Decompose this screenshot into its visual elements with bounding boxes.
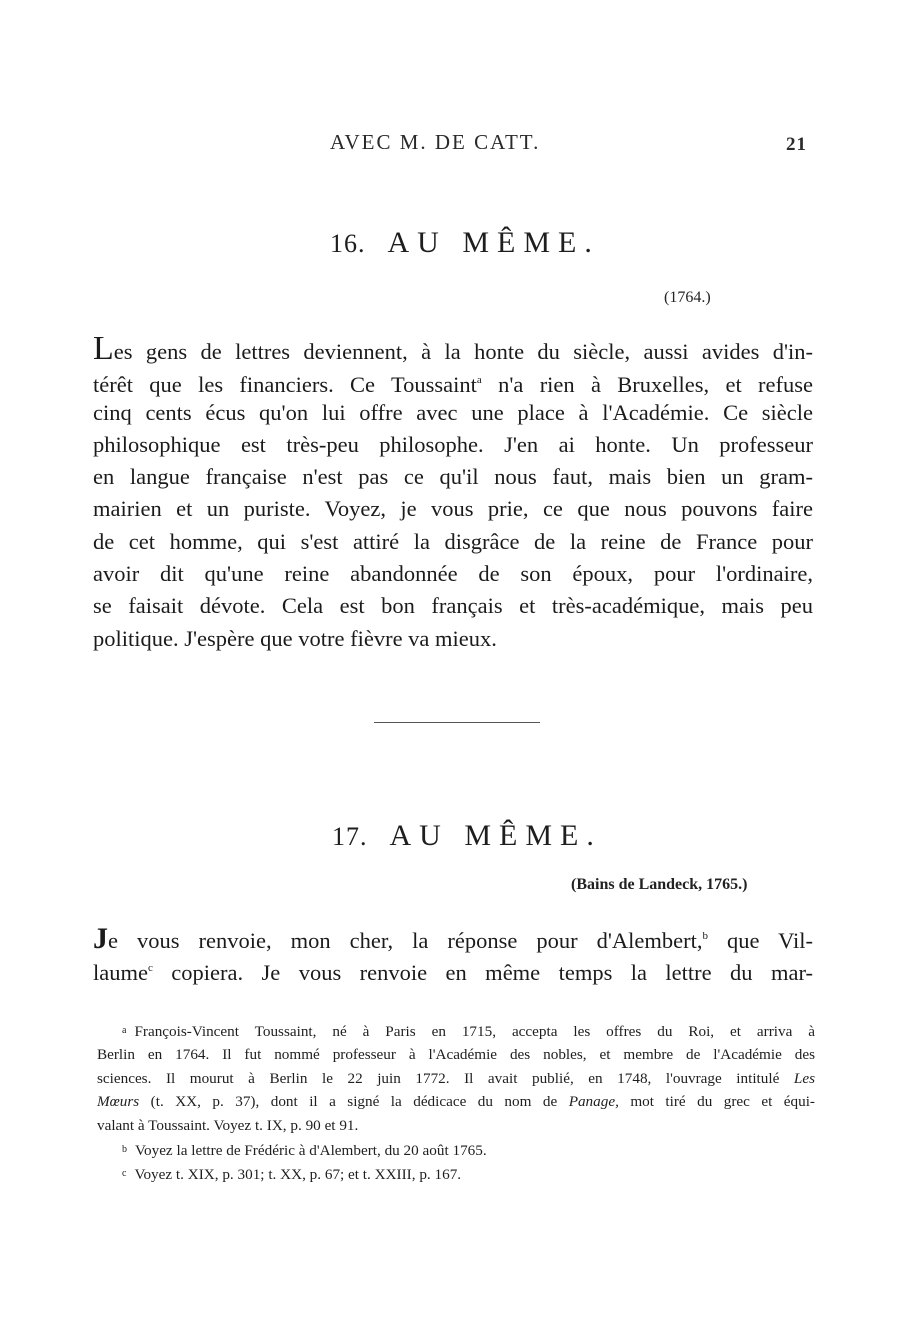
body-line: cinq cents écus qu'on lui offre avec une place à l'Académie. Ce siècle bbox=[93, 399, 813, 425]
body-line: politique. J'espère que votre fièvre va mieux. bbox=[93, 625, 497, 651]
body-line: laume$^c$ copiera. Je vous renvoie en même temps la lettre du mar- bbox=[93, 960, 813, 986]
footnote-line: Mœurs (t. XX, p. 37), dont il a signé la dédicace du nom de Panage, mot tiré du grec et équi- bbox=[97, 1093, 815, 1111]
footnote-line: sciences. Il mourut à Berlin le 22 juin 1772. Il avait publié, en 1748, l'ouvrage intitulé Les bbox=[97, 1069, 815, 1087]
page-number: 21 bbox=[786, 134, 807, 155]
body-line: térêt que les financiers. Ce Toussaint$^a$ n'a rien à Bruxelles, et refuse bbox=[93, 372, 813, 398]
letter-16-dateline: (1764.) bbox=[664, 289, 711, 306]
letter-number: 17. bbox=[332, 822, 368, 851]
footnotes bbox=[97, 1019, 815, 1186]
footnote-mark: b bbox=[122, 1143, 127, 1155]
letter-17-dateline: (Bains de Landeck, 1765.) bbox=[571, 876, 748, 893]
letter-heading: AU MÊME. bbox=[389, 819, 602, 852]
letter-17-title bbox=[332, 819, 602, 853]
footnote-mark: a bbox=[122, 1025, 127, 1036]
letter-16-title bbox=[330, 226, 600, 260]
body-line: philosophique est très-peu philosophe. J'en ai honte. Un professeur bbox=[93, 431, 813, 457]
footnote-ref-a[interactable]: a bbox=[476, 374, 482, 387]
footnote-line: Berlin en 1764. Il fut nommé professeur à l'Académie des nobles, et membre de l'Académie des bbox=[97, 1045, 815, 1063]
footnote-ref-b[interactable]: b bbox=[702, 930, 708, 942]
drop-cap: L bbox=[93, 330, 114, 367]
body-line: en langue française n'est pas ce qu'il nous faut, mais bien un gram- bbox=[93, 464, 813, 490]
body-line: avoir dit qu'une reine abandonnée de son époux, pour l'ordinaire, bbox=[93, 561, 813, 587]
footnote-a: a François-Vincent Toussaint, né à Paris en 1715, accepta les offres du Roi, et arriva à bbox=[122, 1023, 815, 1040]
drop-cap: J bbox=[93, 922, 108, 955]
letter-16-body bbox=[93, 332, 813, 655]
body-line: se faisait dévote. Cela est bon français et très-académique, mais peu bbox=[93, 593, 813, 619]
letter-17-body bbox=[93, 920, 813, 985]
section-divider bbox=[374, 722, 540, 723]
body-line: Les gens de lettres deviennent, à la honte du siècle, aussi avides d'in- bbox=[93, 330, 813, 367]
footnote-c: c Voyez t. XIX, p. 301; t. XX, p. 67; et t. XXIII, p. 167. bbox=[122, 1165, 462, 1183]
body-line: Je vous renvoie, mon cher, la réponse pour d'Alembert,$^b$ que Vil- bbox=[93, 922, 813, 955]
letter-heading: AU MÊME. bbox=[387, 226, 600, 259]
body-line: de cet homme, qui s'est attiré la disgrâce de la reine de France pour bbox=[93, 528, 813, 554]
body-line: mairien et un puriste. Voyez, je vous prie, ce que nous pouvons faire bbox=[93, 496, 813, 522]
footnote-mark: c bbox=[122, 1167, 127, 1179]
footnote-line: valant à Toussaint. Voyez t. IX, p. 90 et 91. bbox=[97, 1117, 359, 1135]
footnote-ref-c[interactable]: c bbox=[147, 962, 153, 975]
running-head: AVEC M. DE CATT. bbox=[330, 130, 541, 154]
footnote-b: b Voyez la lettre de Frédéric à d'Alembert, du 20 août 1765. bbox=[122, 1141, 487, 1159]
letter-number: 16. bbox=[330, 229, 366, 258]
